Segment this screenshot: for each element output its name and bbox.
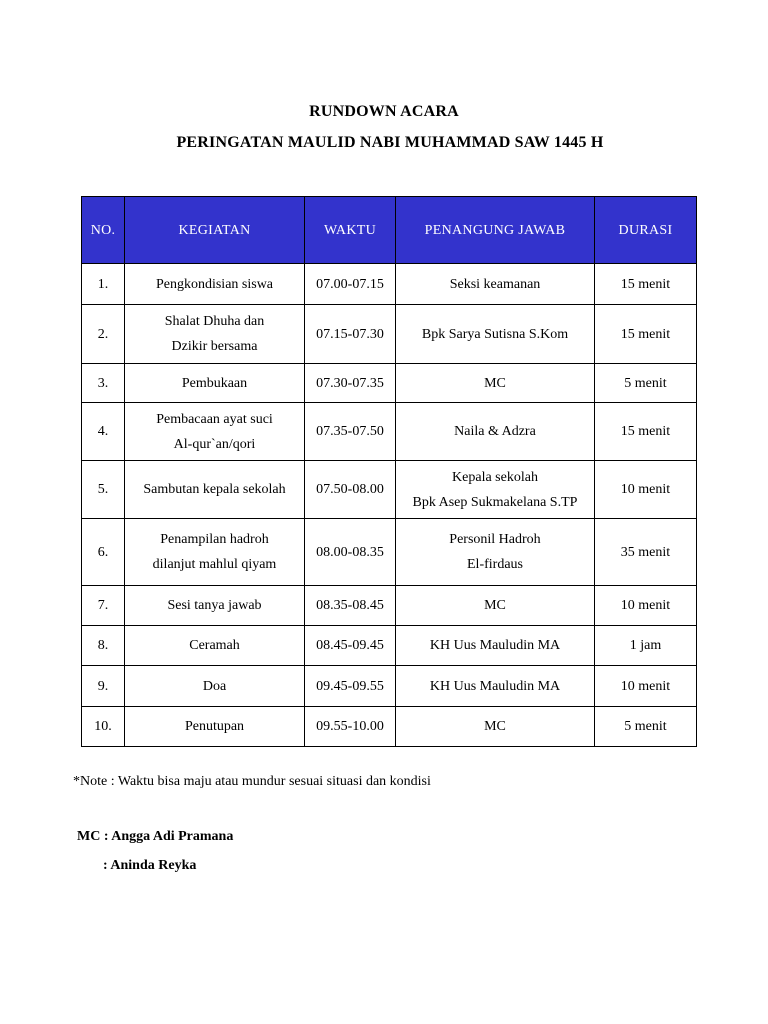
mc-line-1: MC : Angga Adi Pramana [77,829,234,844]
cell-penanggung-jawab-line: Kepala sekolah [452,469,538,485]
cell-penanggung-jawab-line: Bpk Asep Sukmakelana S.TP [412,494,578,510]
rundown-table [81,196,697,747]
table-row [82,626,697,666]
cell-waktu: 08.35-08.45 [305,586,396,626]
table-row [82,707,697,747]
cell-penanggung-jawab [396,586,595,626]
cell-durasi: 1 jam [595,626,697,666]
header-penanggung-jawab: PENANGUNG JAWAB [396,197,595,264]
cell-waktu: 07.00-07.15 [305,264,396,305]
header-durasi: DURASI [595,197,697,264]
table-row [82,461,697,519]
cell-kegiatan [125,264,305,305]
table-row [82,403,697,461]
cell-kegiatan-line: Doa [202,678,227,694]
cell-penanggung-jawab [396,461,595,519]
cell-kegiatan-line: Pembacaan ayat suci [156,411,273,427]
cell-penanggung-jawab [396,364,595,403]
cell-penanggung-jawab-line: El-firdaus [467,557,523,572]
cell-durasi: 15 menit [595,305,697,364]
cell-no: 1. [82,264,125,305]
cell-no: 9. [82,666,125,707]
cell-kegiatan [125,461,305,519]
cell-durasi: 5 menit [595,707,697,747]
cell-penanggung-jawab-line: MC [484,719,506,734]
cell-no: 6. [82,519,125,586]
cell-kegiatan-line: Penampilan hadroh [160,532,269,547]
cell-kegiatan [125,626,305,666]
cell-kegiatan [125,403,305,461]
cell-waktu: 09.55-10.00 [305,707,396,747]
document-subtitle: PERINGATAN MAULID NABI MUHAMMAD SAW 1445 H [176,134,604,151]
header-no: NO. [82,197,125,264]
cell-no: 8. [82,626,125,666]
header-waktu: WAKTU [305,197,396,264]
cell-waktu: 07.30-07.35 [305,364,396,403]
table-header-row [82,197,697,264]
cell-penanggung-jawab-line: Naila & Adzra [454,424,536,439]
cell-no: 2. [82,305,125,364]
cell-kegiatan-line: Dzikir bersama [171,339,258,354]
cell-no: 7. [82,586,125,626]
cell-kegiatan-line: Ceramah [189,638,240,653]
cell-kegiatan-line: Pembukaan [181,375,248,391]
table-row [82,666,697,707]
cell-penanggung-jawab-line: Seksi keamanan [449,276,541,292]
cell-kegiatan-line: Sesi tanya jawab [167,598,262,613]
cell-penanggung-jawab-line: KH Uus Mauludin MA [429,678,561,694]
cell-penanggung-jawab [396,519,595,586]
mc-line-2: : Aninda Reyka [103,858,197,873]
cell-waktu: 08.00-08.35 [305,519,396,586]
cell-penanggung-jawab-line: Bpk Sarya Sutisna S.Kom [421,326,569,342]
cell-penanggung-jawab [396,707,595,747]
cell-no: 10. [82,707,125,747]
cell-kegiatan [125,519,305,586]
document-title: RUNDOWN ACARA [309,103,459,120]
cell-kegiatan [125,586,305,626]
cell-kegiatan [125,666,305,707]
cell-kegiatan-line: Al-qur`an/qori [173,436,256,452]
cell-kegiatan-line: Shalat Dhuha dan [164,314,265,329]
cell-waktu: 07.35-07.50 [305,403,396,461]
cell-penanggung-jawab [396,666,595,707]
cell-kegiatan-line: Pengkondisian siswa [155,276,274,292]
cell-kegiatan-line: Sambutan kepala sekolah [143,482,286,497]
table-row [82,586,697,626]
cell-waktu: 08.45-09.45 [305,626,396,666]
cell-durasi: 10 menit [595,461,697,519]
cell-penanggung-jawab-line: Personil Hadroh [449,532,541,547]
cell-kegiatan [125,707,305,747]
table-body [82,264,697,747]
table-row [82,364,697,403]
cell-durasi: 10 menit [595,586,697,626]
cell-no: 3. [82,364,125,403]
cell-no: 4. [82,403,125,461]
cell-penanggung-jawab-line: MC [484,598,506,613]
cell-penanggung-jawab [396,305,595,364]
cell-kegiatan [125,305,305,364]
cell-no: 5. [82,461,125,519]
table-row [82,519,697,586]
table-row [82,264,697,305]
cell-penanggung-jawab [396,626,595,666]
cell-penanggung-jawab-line: MC [484,375,506,391]
cell-waktu: 09.45-09.55 [305,666,396,707]
cell-durasi: 10 menit [595,666,697,707]
cell-penanggung-jawab [396,403,595,461]
cell-penanggung-jawab-line: KH Uus Mauludin MA [429,638,561,653]
header-kegiatan: KEGIATAN [125,197,305,264]
cell-penanggung-jawab [396,264,595,305]
cell-durasi: 5 menit [595,364,697,403]
cell-kegiatan [125,364,305,403]
cell-kegiatan-line: dilanjut mahlul qiyam [152,557,277,572]
cell-waktu: 07.15-07.30 [305,305,396,364]
cell-durasi: 35 menit [595,519,697,586]
cell-kegiatan-line: Penutupan [184,719,245,734]
cell-durasi: 15 menit [595,403,697,461]
cell-durasi: 15 menit [595,264,697,305]
table-row [82,305,697,364]
cell-waktu: 07.50-08.00 [305,461,396,519]
note-text: *Note : Waktu bisa maju atau mundur sesuai situasi dan kondisi [73,774,431,789]
